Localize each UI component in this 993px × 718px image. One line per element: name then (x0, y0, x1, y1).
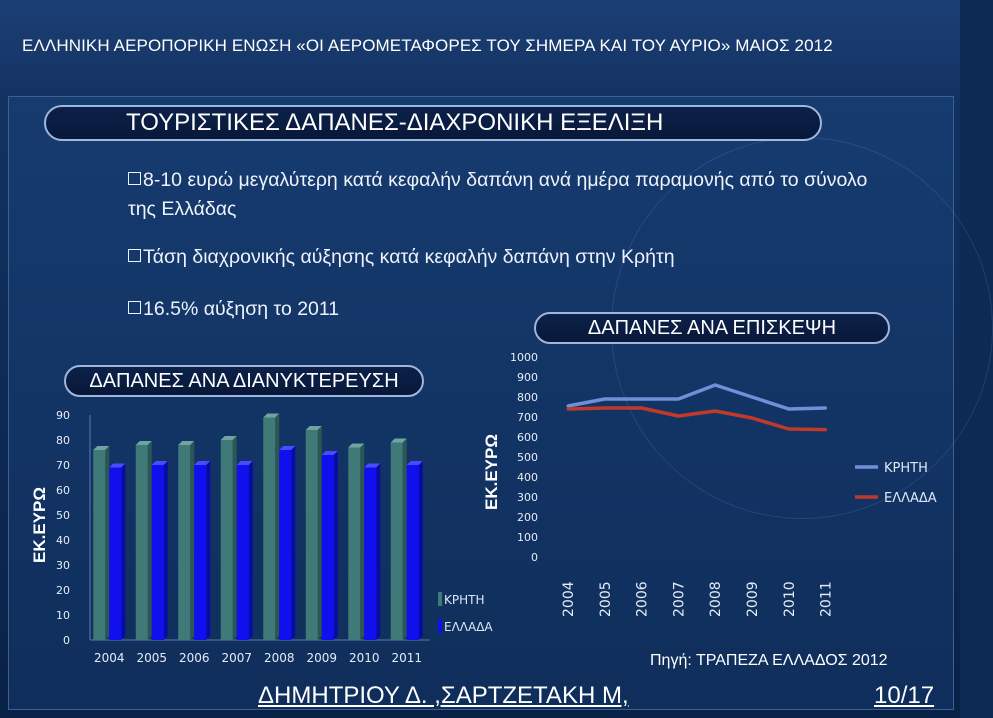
bar-legend-swatch (438, 592, 442, 606)
bar-ΕΛΛΑΔΑ-2006 (194, 465, 206, 640)
bar-side-ΕΛΛΑΔΑ (334, 451, 338, 640)
bar-side-ΕΛΛΑΔΑ (376, 464, 380, 641)
line-x-tick-label: 2011 (818, 581, 835, 617)
checkbox-bullet-icon (128, 301, 141, 314)
bullet-3 (128, 295, 339, 324)
bar-side-ΕΛΛΑΔΑ (419, 461, 423, 640)
bar-side-ΚΡΗΤΗ (148, 441, 152, 640)
bar-x-tick-label: 2007 (221, 651, 253, 665)
line-point-ΕΛΛΑΔΑ-2009 (751, 417, 754, 420)
bar-side-ΚΡΗΤΗ (275, 414, 279, 641)
line-y-tick-label: 100 (517, 531, 538, 544)
line-y-tick-label: 800 (517, 391, 538, 404)
bar-y-tick-label: 30 (56, 559, 70, 572)
bar-y-tick-label: 10 (56, 609, 70, 622)
bar-legend-label: ΕΛΛΑΔΑ (444, 620, 493, 634)
page-number: 10/17 (874, 682, 935, 709)
bullet-2 (128, 243, 675, 272)
line-series-ΕΛΛΑΔΑ (568, 408, 826, 430)
bar-side-ΕΛΛΑΔΑ (164, 461, 168, 640)
line-point-ΕΛΛΑΔΑ-2011 (824, 428, 827, 431)
bar-x-tick-label: 2011 (391, 651, 423, 665)
footer-author: ΔΗΜΗΤΡΙΟΥ Δ. ,ΣΑΡΤΖΕΤΑΚΗ Μ, (258, 682, 629, 709)
line-x-tick-label: 2004 (561, 581, 577, 617)
slide-title: ΤΟΥΡΙΣΤΙΚΕΣ ΔΑΠΑΝΕΣ-ΔΙΑΧΡΟΝΙΚΗ ΕΞΕΛΙΞΗ (44, 105, 822, 141)
line-y-tick-label: 1000 (510, 351, 538, 364)
line-point-ΕΛΛΑΔΑ-2006 (640, 407, 643, 410)
line-y-tick-label: 300 (517, 491, 538, 504)
bar-x-tick-label: 2005 (136, 651, 168, 665)
bar-ΕΛΛΑΔΑ-2004 (109, 468, 121, 641)
line-x-tick-label: 2008 (708, 581, 725, 617)
bar-side-ΚΡΗΤΗ (190, 441, 194, 640)
bar-ΕΛΛΑΔΑ-2007 (237, 465, 249, 640)
bar-ΚΡΗΤΗ-2010 (348, 448, 360, 641)
bar-x-tick-label: 2006 (178, 651, 210, 665)
line-point-ΚΡΗΤΗ-2004 (567, 405, 570, 408)
bar-ΚΡΗΤΗ-2008 (263, 418, 275, 641)
line-x-tick-label: 2009 (745, 581, 761, 617)
line-point-ΚΡΗΤΗ-2010 (787, 408, 790, 411)
bar-y-tick-label: 70 (56, 459, 70, 472)
bar-side-ΕΛΛΑΔΑ (121, 464, 125, 641)
line-point-ΚΡΗΤΗ-2011 (824, 407, 827, 410)
line-point-ΕΛΛΑΔΑ-2007 (677, 415, 680, 418)
line-y-tick-label: 700 (517, 411, 538, 424)
bar-y-tick-label: 80 (56, 434, 70, 447)
line-point-ΚΡΗΤΗ-2008 (714, 384, 717, 387)
bar-side-ΚΡΗΤΗ (105, 446, 109, 640)
line-point-ΕΛΛΑΔΑ-2004 (567, 408, 570, 411)
bar-ΕΛΛΑΔΑ-2005 (152, 465, 164, 640)
bar-y-tick-label: 50 (56, 509, 70, 522)
line-y-tick-label: 400 (517, 471, 538, 484)
line-chart-title: ΔΑΠΑΝΕΣ ΑΝΑ ΕΠΙΣΚΕΨΗ (534, 312, 890, 344)
bar-ΕΛΛΑΔΑ-2010 (364, 468, 376, 641)
bar-x-tick-label: 2004 (93, 651, 125, 665)
bullet-1 (128, 166, 888, 224)
line-x-tick-label: 2006 (634, 581, 651, 617)
line-y-tick-label: 500 (517, 451, 538, 464)
line-x-tick-label: 2010 (781, 581, 798, 617)
source-note: Πηγή: ΤΡΑΠΕΖΑ ΕΛΛΑΔΟΣ 2012 (650, 652, 888, 669)
bar-ΕΛΛΑΔΑ-2011 (407, 465, 419, 640)
bar-ΚΡΗΤΗ-2009 (306, 430, 318, 640)
line-point-ΚΡΗΤΗ-2007 (677, 398, 680, 401)
bar-side-ΚΡΗΤΗ (318, 426, 322, 640)
bar-side-ΕΛΛΑΔΑ (206, 461, 210, 640)
bar-side-ΚΡΗΤΗ (360, 444, 364, 641)
line-legend-label: ΚΡΗΤΗ (884, 461, 928, 476)
line-y-tick-label: 0 (531, 551, 538, 564)
line-point-ΚΡΗΤΗ-2005 (603, 398, 606, 401)
bar-y-tick-label: 40 (56, 534, 70, 547)
line-point-ΕΛΛΑΔΑ-2008 (714, 410, 717, 413)
bar-x-tick-label: 2010 (348, 651, 380, 665)
bar-x-tick-label: 2009 (306, 651, 338, 665)
bar-ΕΛΛΑΔΑ-2008 (279, 450, 291, 640)
bar-x-tick-label: 2008 (263, 651, 295, 665)
bar-side-ΕΛΛΑΔΑ (291, 446, 295, 640)
bar-chart-ylabel: ΕΚ.ΕΥΡΩ (30, 487, 49, 563)
bar-side-ΕΛΛΑΔΑ (249, 461, 253, 640)
bar-legend-swatch (438, 619, 442, 633)
bar-y-tick-label: 60 (56, 484, 70, 497)
bar-ΚΡΗΤΗ-2007 (221, 440, 233, 640)
line-y-tick-label: 200 (517, 511, 538, 524)
bullet-3-text: 16.5% αύξηση το 2011 (143, 298, 340, 320)
line-chart-ylabel: ΕΚ.ΕΥΡΩ (482, 434, 501, 510)
line-point-ΚΡΗΤΗ-2006 (640, 398, 643, 401)
bar-legend-label: ΚΡΗΤΗ (444, 593, 485, 607)
checkbox-bullet-icon (128, 172, 141, 185)
bar-chart-title: ΔΑΠΑΝΕΣ ΑΝΑ ΔΙΑΝΥΚΤΕΡΕΥΣΗ (64, 365, 424, 397)
line-legend-label: ΕΛΛΑΔΑ (884, 491, 937, 506)
bar-ΚΡΗΤΗ-2005 (136, 445, 148, 640)
line-series-ΚΡΗΤΗ (568, 385, 826, 409)
line-chart (500, 345, 960, 625)
line-y-tick-label: 900 (517, 371, 538, 384)
bar-ΚΡΗΤΗ-2006 (178, 445, 190, 640)
checkbox-bullet-icon (128, 249, 141, 262)
bullet-1-text: 8-10 ευρώ μεγαλύτερη κατά κεφαλήν δαπάνη ανά ημέρα παραμονής από το σύνολο της Ελλάδας (128, 169, 868, 220)
bar-side-ΚΡΗΤΗ (403, 439, 407, 641)
header-title: ΕΛΛΗΝΙΚΗ ΑΕΡΟΠΟΡΙΚΗ ΕΝΩΣΗ «ΟΙ ΑΕΡΟΜΕΤΑΦΟΡΕΣ ΤΟΥ ΣΗΜΕΡΑ ΚΑΙ ΤΟΥ ΑΥΡΙΟ» ΜΑΙΟΣ 2012 (22, 36, 833, 55)
bar-side-ΚΡΗΤΗ (233, 436, 237, 640)
line-x-tick-label: 2005 (597, 581, 614, 617)
line-y-tick-label: 600 (517, 431, 538, 444)
line-point-ΕΛΛΑΔΑ-2005 (603, 407, 606, 410)
bullet-2-text: Τάση διαχρονικής αύξησης κατά κεφαλήν δαπάνη στην Κρήτη (143, 246, 675, 268)
bar-y-tick-label: 20 (56, 584, 70, 597)
bar-ΚΡΗΤΗ-2004 (93, 450, 105, 640)
bar-ΕΛΛΑΔΑ-2009 (322, 455, 334, 640)
bar-ΚΡΗΤΗ-2011 (391, 443, 403, 641)
header-bar (0, 0, 960, 96)
line-point-ΚΡΗΤΗ-2009 (751, 396, 754, 399)
bar-y-tick-label: 90 (56, 409, 70, 422)
line-point-ΕΛΛΑΔΑ-2010 (787, 428, 790, 431)
bar-y-tick-label: 0 (63, 634, 70, 647)
line-x-tick-label: 2007 (671, 581, 688, 617)
